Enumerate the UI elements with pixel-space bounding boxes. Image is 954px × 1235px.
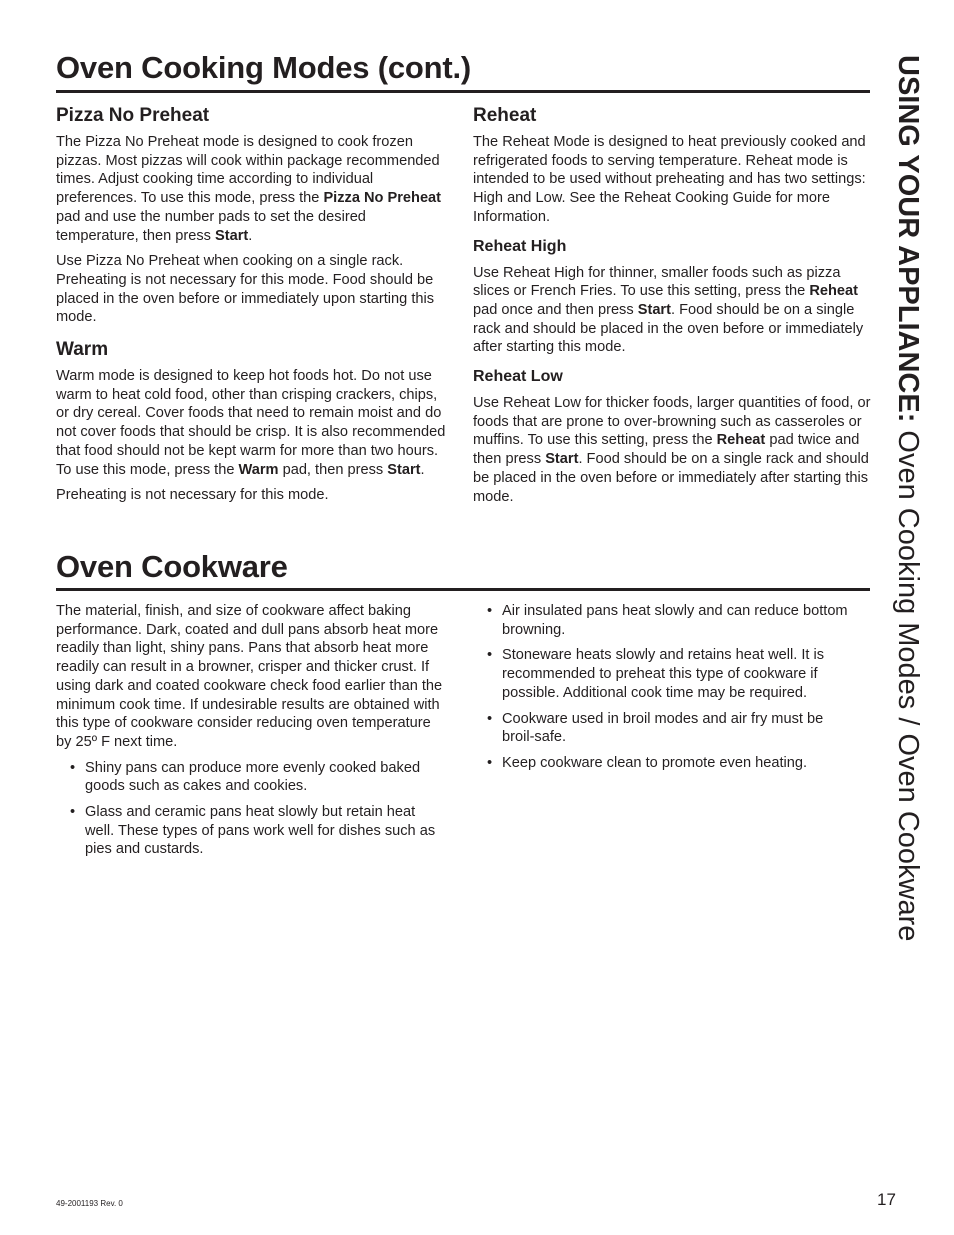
reheat-intro: The Reheat Mode is designed to heat previously cooked and refrigerated foods to serving temperature. Reheat mode is intended to be used without preheating and has two settings: High and Low. See the Reheat Cooking Guide for more Information. [473,134,866,225]
bullet-icon: • [487,710,493,727]
reheat-high-heading: Reheat High [473,237,567,255]
cookware-title: Oven Cookware [56,549,288,584]
pizza-paragraph-2: Use Pizza No Preheat when cooking on a single rack. Preheating is not necessary for this mode. Food should be placed in the oven before or immediately upon starting this mode. [56,253,435,326]
bullet-icon: • [70,759,76,776]
page-title: Oven Cooking Modes (cont.) [56,50,472,85]
warm-paragraph-1: Warm mode is designed to keep hot foods hot. Do not use warm to heat cold food, other than crisping crackers, chips, or dry cereal. Cover foods that need to remain moist and do not cover foods that should be crisp. It is also recommended that food should not be kept warm for more than two hours. To use this mode, press the Warm pad, then press Start. [56,368,446,478]
bullet-icon: • [487,603,493,619]
reheat-low-heading: Reheat Low [473,368,563,386]
side-section-tab: USING YOUR APPLIANCE: Oven Cooking Modes / Oven Cookware [892,55,924,942]
cookware-list-left [56,759,446,860]
reheat-heading: Reheat [473,105,537,126]
list-item: • Glass and ceramic pans heat slowly but retain heat well. These types of pans work well for dishes such as pies and custards. [70,804,436,858]
cookware-intro: The material, finish, and size of cookware affect baking performance. Dark, coated and dull pans absorb heat more readily than light, shiny pans. Pans that absorb heat more readily can result in a browner, crisper and thicker crust. If using dark and coated cookware check food earlier than the minimum cook time. If undesirable results are obtained with this type of cookware consider reducing oven temperature by 25º F next time. [56,603,443,750]
page-number: 17 [877,1190,896,1209]
warm-paragraph-2: Preheating is not necessary for this mode. [56,487,329,504]
bullet-icon: • [487,647,493,664]
warm-heading: Warm [56,339,109,361]
cookware-rule [56,588,870,591]
list-item: • Shiny pans can produce more evenly cooked baked goods such as cakes and cookies. [70,759,421,795]
reheat-low-paragraph: Use Reheat Low for thicker foods, larger quantities of food, or foods that are prone to over-browning such as casseroles or muffins. To use this setting, press the Reheat pad twice and then press Start. Food should be on a single rack and should be placed in the oven before or immediately after starting this mode. [473,395,871,505]
list-item: • Air insulated pans heat slowly and can reduce bottom browning. [487,603,848,638]
right-column-cookware [473,602,858,780]
left-column-modes [56,103,446,512]
pizza-no-preheat-heading: Pizza No Preheat [56,105,210,126]
cookware-list-right [473,602,858,773]
list-item: • Cookware used in broil modes and air fry must be broil-safe. [487,710,824,746]
list-item: • Keep cookware clean to promote even heating. [487,754,808,771]
reheat-high-paragraph: Use Reheat High for thinner, smaller foods such as pizza slices or French Fries. To use this setting, press the Reheat pad once and then press Start. Food should be on a single rack and should be placed in the oven before or immediately after starting this mode. [473,264,864,356]
document-number: 49-2001193 Rev. 0 [56,1199,123,1208]
title-rule [56,90,870,93]
right-column-modes [473,103,871,513]
pizza-paragraph-1: The Pizza No Preheat mode is designed to cook frozen pizzas. Most pizzas will cook within package recommended times. Adjust cooking time according to individual preferences. To use this mode, press the Pizza No Preheat pad and use the number pads to set the desired temperature, then press Start. [56,134,442,244]
bullet-icon: • [70,804,76,821]
list-item: • Stoneware heats slowly and retains heat well. It is recommended to preheat this type of cookware if possible. Additional cook time may be required. [487,647,825,701]
bullet-icon: • [487,754,493,771]
left-column-cookware [56,602,446,866]
